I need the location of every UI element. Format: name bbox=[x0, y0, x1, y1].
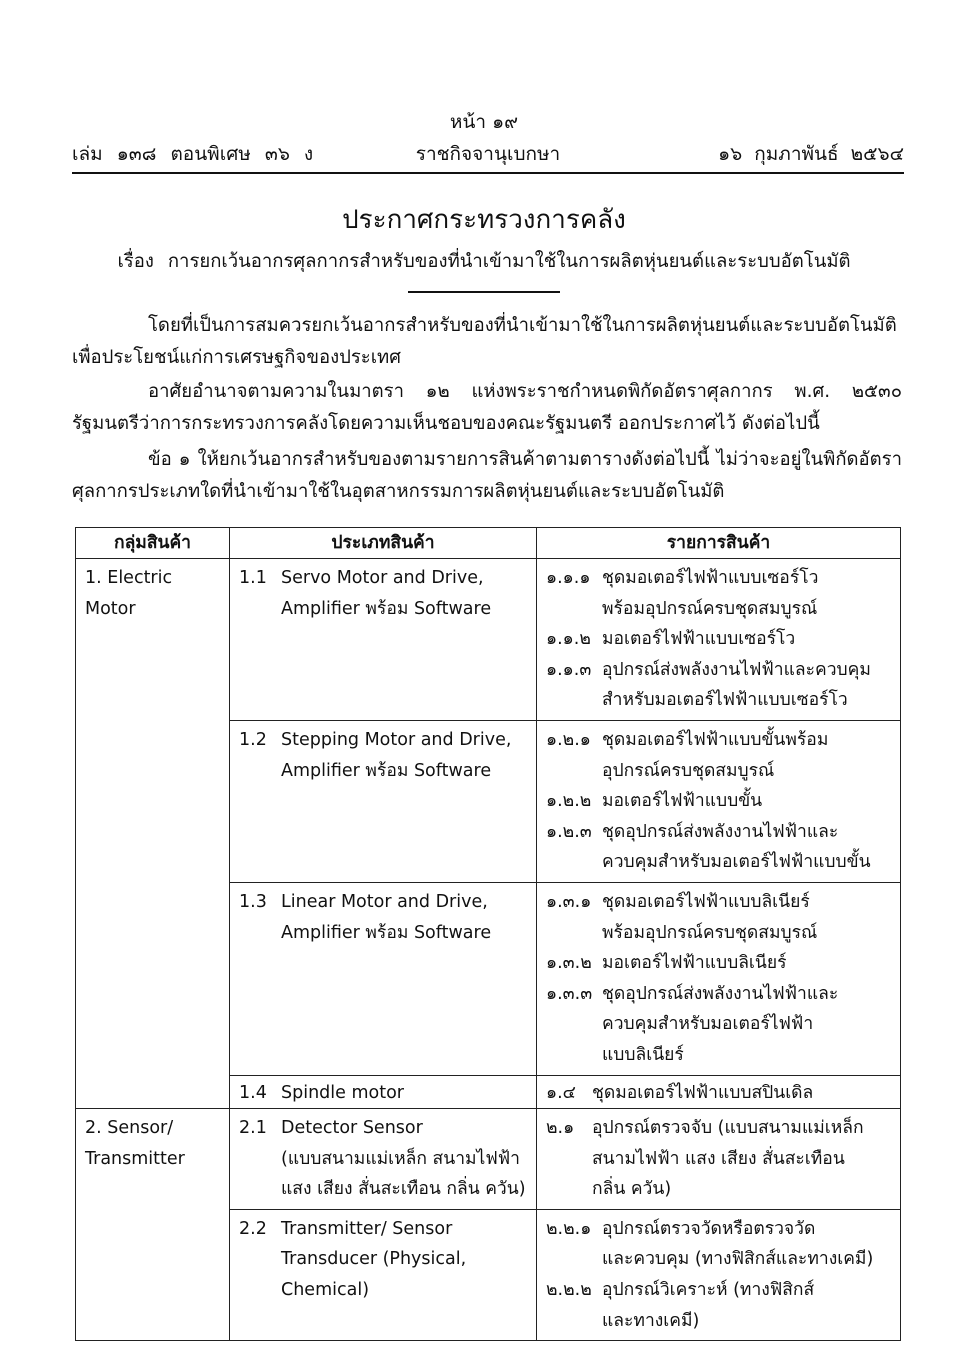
subject-text: การยกเว้นอากรศุลกากรสำหรับของที่นำเข้ามาใช้ในการผลิตหุ่นยนต์และระบบอัตโนมัติ bbox=[167, 251, 851, 272]
item-text: ควบคุมสำหรับมอเตอร์ไฟฟ้าแบบขั้น bbox=[602, 852, 871, 873]
type-label: แสง เสียง สั่นสะเทือน กลิ่น ควัน) bbox=[281, 1179, 526, 1200]
item-text: ชุดมอเตอร์ไฟฟ้าแบบสปินเดิล bbox=[592, 1082, 814, 1103]
item-number: ๑.๒.๓ bbox=[546, 821, 592, 842]
announcement-subject bbox=[0, 246, 968, 278]
authority-paragraph bbox=[72, 376, 902, 440]
column-header-group: กลุ่มสินค้า bbox=[76, 528, 230, 559]
item-text: สนามไฟฟ้า แสง เสียง สั่นสะเทือน bbox=[592, 1148, 845, 1169]
volume-issue: เล่ม ๑๓๘ ตอนพิเศษ ๓๖ ง bbox=[72, 143, 314, 165]
type-label: Chemical) bbox=[281, 1280, 370, 1301]
type-label: Transducer (Physical, bbox=[281, 1249, 467, 1270]
type-cell bbox=[230, 720, 537, 882]
item-text: กลิ่น ควัน) bbox=[592, 1179, 672, 1200]
page-number: หน้า ๑๙ bbox=[449, 111, 519, 133]
item-number: ๑.๑.๑ bbox=[546, 568, 591, 588]
type-cell bbox=[230, 1109, 537, 1210]
items-cell bbox=[537, 720, 901, 882]
group-label: 1. Electric bbox=[85, 568, 173, 588]
type-label: Spindle motor bbox=[281, 1082, 404, 1103]
group-cell bbox=[76, 1109, 230, 1341]
item-text: อุปกรณ์ครบชุดสมบูรณ์ bbox=[602, 760, 775, 781]
list-item bbox=[546, 655, 890, 716]
title-divider bbox=[408, 291, 560, 293]
type-label: Amplifier พร้อม Software bbox=[281, 760, 492, 781]
group-label: 2. Sensor/ bbox=[85, 1118, 174, 1139]
type-label: Servo Motor and Drive, bbox=[281, 568, 484, 588]
item-text: ชุดอุปกรณ์ส่งพลังงานไฟฟ้าและ bbox=[602, 983, 839, 1004]
list-item bbox=[546, 1275, 890, 1336]
type-number: 1.3 bbox=[239, 891, 267, 912]
type-label: Linear Motor and Drive, bbox=[281, 891, 488, 912]
item-text: พร้อมอุปกรณ์ครบชุดสมบูรณ์ bbox=[602, 598, 818, 619]
item-text: ชุดมอเตอร์ไฟฟ้าแบบลิเนียร์ bbox=[602, 891, 810, 912]
type-cell bbox=[230, 1075, 537, 1109]
table-header-row bbox=[76, 528, 901, 559]
list-item bbox=[546, 817, 890, 878]
item-text: อุปกรณ์ตรวจจับ (แบบสนามแม่เหล็ก bbox=[592, 1118, 864, 1139]
item-text: อุปกรณ์ตรวจวัดหรือตรวจวัด bbox=[602, 1218, 816, 1239]
item-number: ๒.๒.๑ bbox=[546, 1218, 592, 1239]
list-item bbox=[546, 887, 890, 948]
item-number: ๑.๓.๒ bbox=[546, 953, 592, 974]
item-text: อุปกรณ์ส่งพลังงานไฟฟ้าและควบคุม bbox=[602, 659, 871, 680]
list-item bbox=[546, 786, 890, 817]
gazette-header bbox=[72, 140, 904, 168]
item-number: ๑.๒.๒ bbox=[546, 791, 592, 812]
item-number: ๑.๓.๓ bbox=[546, 983, 593, 1004]
items-cell bbox=[537, 1075, 901, 1109]
header-divider bbox=[72, 172, 904, 174]
publication-date: ๑๖ กุมภาพันธ์ ๒๕๖๔ bbox=[718, 143, 904, 165]
list-item bbox=[546, 624, 890, 655]
item-text: ชุดมอเตอร์ไฟฟ้าแบบเซอร์โว bbox=[602, 568, 819, 588]
item-number: ๑.๔ bbox=[546, 1082, 576, 1103]
type-number: 2.2 bbox=[239, 1218, 267, 1239]
type-label: Amplifier พร้อม Software bbox=[281, 922, 492, 943]
list-item bbox=[546, 725, 890, 786]
items-cell bbox=[537, 1109, 901, 1210]
item-text: ควบคุมสำหรับมอเตอร์ไฟฟ้า bbox=[602, 1014, 814, 1035]
item-number: ๑.๑.๓ bbox=[546, 659, 592, 680]
group-cell bbox=[76, 559, 230, 1109]
item-number: ๒.๒.๒ bbox=[546, 1280, 592, 1301]
type-label: Detector Sensor bbox=[281, 1118, 423, 1139]
item-number: ๑.๓.๑ bbox=[546, 891, 592, 912]
column-header-type: ประเภทสินค้า bbox=[230, 528, 537, 559]
list-item bbox=[546, 563, 890, 624]
items-cell bbox=[537, 882, 901, 1075]
item-text: มอเตอร์ไฟฟ้าแบบเซอร์โว bbox=[602, 629, 796, 650]
type-cell bbox=[230, 882, 537, 1075]
item-text: อุปกรณ์วิเคราะห์ (ทางฟิสิกส์ bbox=[602, 1280, 815, 1301]
table-row bbox=[76, 559, 901, 721]
paragraph-text: ข้อ ๑ ให้ยกเว้นอากรสำหรับของตามรายการสินค้าตามตารางดังต่อไปนี้ ไม่ว่าจะอยู่ในพิกัดอัตราศุลกากรประเภทใดที่นำเข้ามาใช้ในอุตสาหกรรมการผลิตหุ่นยนต์และระบบอัตโนมัติ bbox=[72, 449, 902, 502]
items-cell bbox=[537, 559, 901, 721]
type-number: 2.1 bbox=[239, 1118, 267, 1139]
type-label: Amplifier พร้อม Software bbox=[281, 598, 492, 619]
type-label: Stepping Motor and Drive, bbox=[281, 729, 512, 750]
list-item bbox=[546, 1113, 890, 1205]
paragraph-text: โดยที่เป็นการสมควรยกเว้นอากรสำหรับของที่นำเข้ามาใช้ในการผลิตหุ่นยนต์และระบบอัตโนมัติเพื่อประโยชน์แก่การเศรษฐกิจของประเทศ bbox=[72, 315, 897, 368]
goods-table bbox=[75, 527, 901, 1341]
type-cell bbox=[230, 559, 537, 721]
type-label: Transmitter/ Sensor bbox=[281, 1218, 453, 1239]
clause-1-paragraph bbox=[72, 444, 902, 508]
item-text: และทางเคมี) bbox=[602, 1310, 700, 1331]
list-item bbox=[546, 1214, 890, 1275]
item-text: แบบลิเนียร์ bbox=[602, 1044, 684, 1065]
item-text: ชุดอุปกรณ์ส่งพลังงานไฟฟ้าและ bbox=[602, 821, 839, 842]
type-number: 1.4 bbox=[239, 1082, 267, 1103]
type-cell bbox=[230, 1209, 537, 1340]
gazette-name: ราชกิจจานุเบกษา bbox=[415, 143, 561, 165]
item-number: ๑.๑.๒ bbox=[546, 629, 591, 650]
item-text: และควบคุม (ทางฟิสิกส์และทางเคมี) bbox=[602, 1249, 874, 1270]
items-cell bbox=[537, 1209, 901, 1340]
item-text: พร้อมอุปกรณ์ครบชุดสมบูรณ์ bbox=[602, 922, 818, 943]
subject-prefix: เรื่อง bbox=[117, 251, 154, 272]
list-item bbox=[546, 1078, 890, 1109]
announcement-title: ประกาศกระทรวงการคลัง bbox=[342, 205, 626, 235]
type-number: 1.1 bbox=[239, 568, 267, 588]
column-header-items: รายการสินค้า bbox=[537, 528, 901, 559]
item-text: สำหรับมอเตอร์ไฟฟ้าแบบเซอร์โว bbox=[602, 690, 848, 711]
list-item bbox=[546, 979, 890, 1071]
paragraph-text: อาศัยอำนาจตามความในมาตรา ๑๒ แห่งพระราชกำหนดพิกัดอัตราศุลกากร พ.ศ. ๒๕๓๐ รัฐมนตรีว่าการกระทรวงการคลังโดยความเห็นชอบของคณะรัฐมนตรี ออกประกาศไว้ ดังต่อไปนี้ bbox=[72, 381, 902, 434]
list-item bbox=[546, 948, 890, 979]
item-text: มอเตอร์ไฟฟ้าแบบขั้น bbox=[602, 791, 763, 812]
table-row bbox=[76, 1109, 901, 1210]
group-label: Motor bbox=[85, 598, 136, 619]
item-number: ๑.๒.๑ bbox=[546, 729, 591, 750]
type-label: (แบบสนามแม่เหล็ก สนามไฟฟ้า bbox=[281, 1148, 520, 1169]
item-number: ๒.๑ bbox=[546, 1118, 575, 1139]
item-text: ชุดมอเตอร์ไฟฟ้าแบบขั้นพร้อม bbox=[602, 729, 829, 750]
item-text: มอเตอร์ไฟฟ้าแบบลิเนียร์ bbox=[602, 953, 787, 974]
type-number: 1.2 bbox=[239, 729, 267, 750]
group-label: Transmitter bbox=[85, 1148, 185, 1169]
preamble-paragraph bbox=[72, 310, 902, 374]
